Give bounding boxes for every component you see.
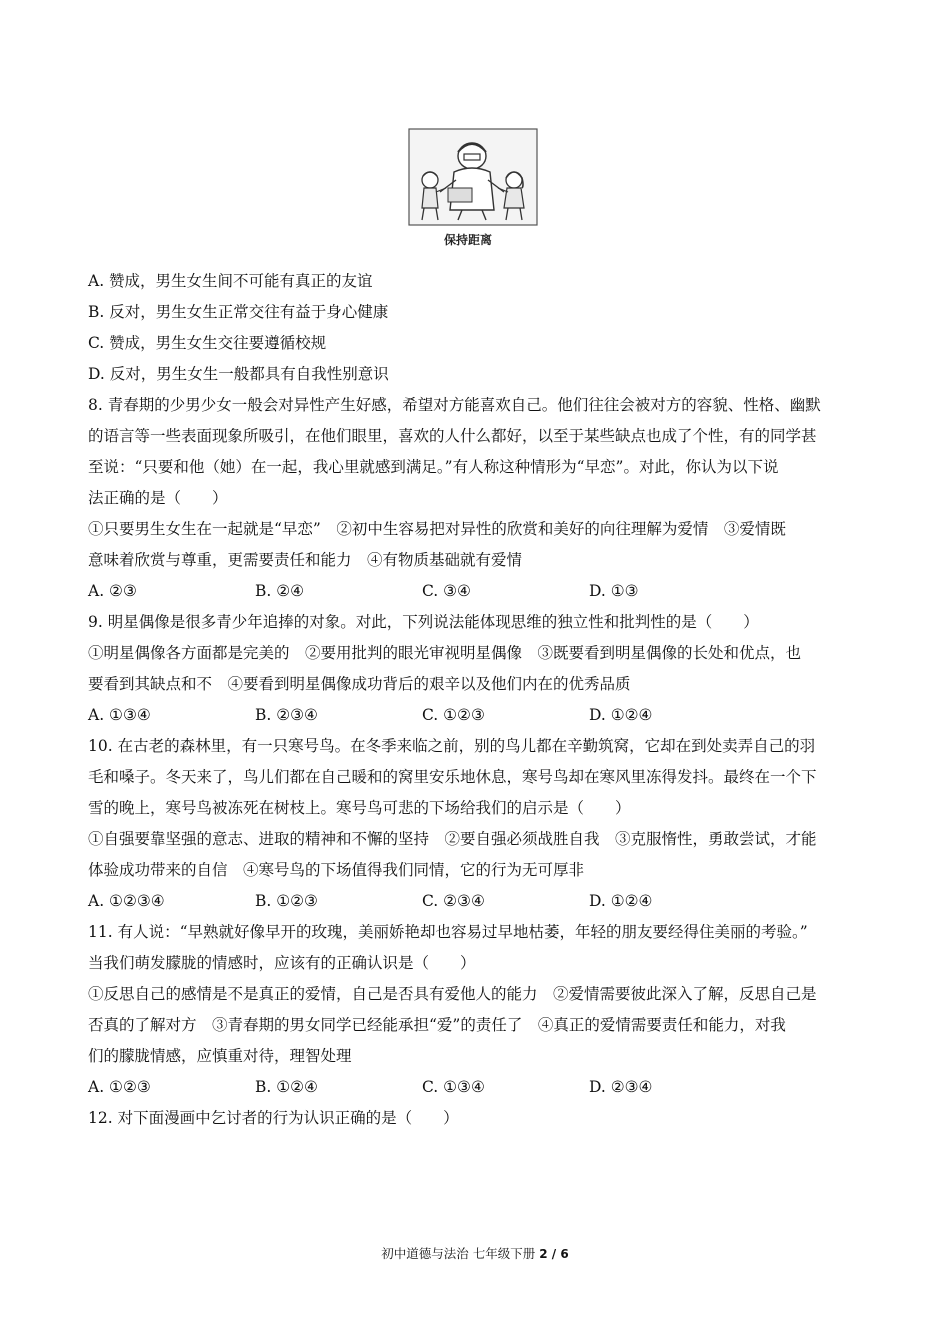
q8-statement-line: ①只要男生女生在一起就是“早恋” ②初中生容易把对异性的欣赏和美好的向往理解为爱情 ③爱情既 (88, 520, 786, 538)
q7-option-c: C. 赞成，男生女生交往要遵循校规 (88, 334, 327, 352)
q11-stem-line: 当我们萌发朦胧的情感时，应该有的正确认识是（ ） (88, 954, 476, 972)
q9-options (88, 700, 868, 731)
q10-options (88, 886, 868, 917)
q8-options (88, 576, 868, 607)
footer-text: 初中道德与法治 七年级下册 (381, 1246, 536, 1261)
q9-statement-line: ①明星偶像各方面都是完美的 ②要用批判的眼光审视明星偶像 ③既要看到明星偶像的长处和优点，也 (88, 644, 802, 662)
q10-stem-line: 毛和嗓子。冬天来了，鸟儿们都在自己暖和的窝里安乐地休息，寒号鸟却在寒风里冻得发抖。最终在一个下 (88, 768, 817, 786)
q11-option-a: A. ①②③ (88, 1078, 151, 1096)
q11-statement-line: 们的朦胧情感，应慎重对待，理智处理 (88, 1047, 352, 1065)
q10-option-b: B. ①②③ (255, 892, 318, 910)
q11-option-d: D. ②③④ (589, 1078, 653, 1096)
q10-stem-line: 10. 在古老的森林里，有一只寒号鸟。在冬季来临之前，别的鸟儿都在辛勤筑窝，它却在到处卖弄自己的羽 (88, 737, 816, 755)
q7-option-a: A. 赞成，男生女生间不可能有真正的友谊 (88, 272, 373, 290)
q9-option-d: D. ①②④ (589, 706, 653, 724)
figure-caption: 保持距离 (443, 233, 493, 247)
q8-option-d: D. ①③ (589, 582, 639, 600)
q10-statement-line: ①自强要靠坚强的意志、进取的精神和不懈的坚持 ②要自强必须战胜自我 ③克服惰性，勇敢尝试，才能 (88, 830, 817, 848)
q8-stem-line: 至说：“只要和他（她）在一起，我心里就感到满足。”有人称这种情形为“早恋”。对此，你认为以下说 (88, 458, 779, 476)
q11-option-c: C. ①③④ (422, 1078, 485, 1096)
q8-stem-line: 法正确的是（ ） (88, 489, 228, 507)
q10-option-a: A. ①②③④ (88, 892, 165, 910)
q11-options (88, 1072, 868, 1103)
q9-stem-line: 9. 明星偶像是很多青少年追捧的对象。对此，下列说法能体现思维的独立性和批判性的是（ ） (88, 613, 759, 631)
page-number: 2 / 6 (539, 1247, 569, 1261)
question-content (88, 266, 868, 1134)
cartoon-illustration (396, 128, 538, 250)
q8-option-a: A. ②③ (88, 582, 137, 600)
q8-option-b: B. ②④ (255, 582, 305, 600)
q9-option-b: B. ②③④ (255, 706, 318, 724)
q7-option-d: D. 反对，男生女生一般都具有自我性别意识 (88, 365, 389, 383)
q9-option-a: A. ①③④ (88, 706, 151, 724)
q10-stem-line: 雪的晚上，寒号鸟被冻死在树枝上。寒号鸟可悲的下场给我们的启示是（ ） (88, 799, 631, 817)
q8-stem-line: 8. 青春期的少男少女一般会对异性产生好感，希望对方能喜欢自己。他们往往会被对方的容貌、性格、幽默 (88, 396, 821, 414)
q11-stem-line: 11. 有人说：“早熟就好像早开的玫瑰，美丽娇艳却也容易过早地枯萎，年轻的朋友要经得住美丽的考验。” (88, 923, 808, 941)
q11-statement-line: 否真的了解对方 ③青春期的男女同学已经能承担“爱”的责任了 ④真正的爱情需要责任和能力，对我 (88, 1016, 786, 1034)
q10-statement-line: 体验成功带来的自信 ④寒号鸟的下场值得我们同情，它的行为无可厚非 (88, 861, 585, 879)
page-footer (0, 1244, 950, 1262)
q9-statement-line: 要看到其缺点和不 ④要看到明星偶像成功背后的艰辛以及他们内在的优秀品质 (88, 675, 631, 693)
q10-option-d: D. ①②④ (589, 892, 653, 910)
q8-statement-line: 意味着欣赏与尊重，更需要责任和能力 ④有物质基础就有爱情 (88, 551, 523, 569)
q12-stem-line: 12. 对下面漫画中乞讨者的行为认识正确的是（ ） (88, 1109, 459, 1127)
q8-stem-line: 的语言等一些表面现象所吸引，在他们眼里，喜欢的人什么都好，以至于某些缺点也成了个性，有的同学甚 (88, 427, 817, 445)
q11-statement-line: ①反思自己的感情是不是真正的爱情，自己是否具有爱他人的能力 ②爱情需要彼此深入了解，反思自己是 (88, 985, 817, 1003)
q8-option-c: C. ③④ (422, 582, 471, 600)
q11-option-b: B. ①②④ (255, 1078, 318, 1096)
q10-option-c: C. ②③④ (422, 892, 485, 910)
q7-option-b: B. 反对，男生女生正常交往有益于身心健康 (88, 303, 389, 321)
q9-option-c: C. ①②③ (422, 706, 485, 724)
